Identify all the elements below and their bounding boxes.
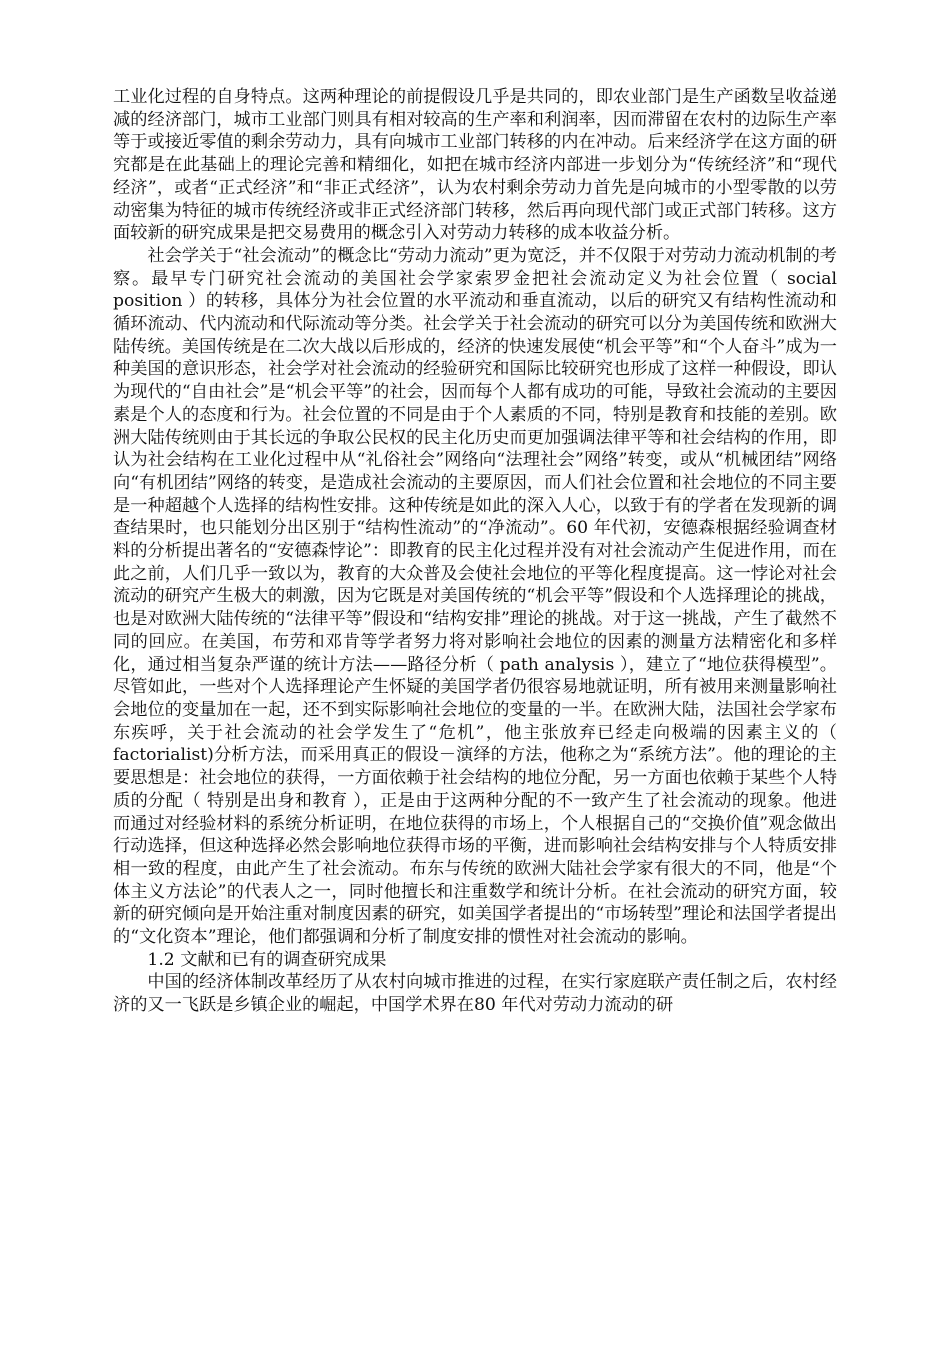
document-page: [113, 86, 837, 1017]
section-heading: 1.2 文献和已有的调查研究成果: [147, 949, 387, 970]
paragraph-continued: 工业化过程的自身特点。这两种理论的前提假设几乎是共同的，即农业部门是生产函数呈收益递减的经济部门，城市工业部门则具有相对较高的生产率和利润率，因而滞留在农村的边际生产率等于或接近零值的剩余劳动力，具有向城市工业部门转移的内在冲动。后来经济学在这方面的研究都是在此基础上的理论完善和精细化，如把在城市经济内部进一步划分为“传统经济”和“现代经济”，或者“正式经济”和“非正式经济”，认为农村剩余劳动力首先是向城市的小型零散的以劳动密集为特征的城市传统经济或非正式经济部门转移，然后再向现代部门或正式部门转移。这方面较新的研究成果是把交易费用的概念引入对劳动力转移的成本收益分析。: [113, 87, 837, 244]
paragraph-after-heading: 中国的经济体制改革经历了从农村向城市推进的过程，在实行家庭联产责任制之后，农村经济的又一飞跃是乡镇企业的崛起，中国学术界在80 年代对劳动力流动的研: [113, 972, 837, 1016]
paragraph-social-mobility: 社会学关于“社会流动”的概念比“劳动力流动”更为宽泛，并不仅限于对劳动力流动机制的考察。最早专门研究社会流动的美国社会学家索罗金把社会流动定义为社会位置（ social position ）的转移，具体分为社会位置的水平流动和垂直流动，以后的研究又有结构性流动和循环流动、代内流动和代际流动等分类。社会学关于社会流动的研究可以分为美国传统和欧洲大陆传统。美国传统是在二次大战以后形成的，经济的快速发展使“机会平等”和“个人奋斗”成为一种美国的意识形态，社会学对社会流动的经验研究和国际比较研究也形成了这样一种假设，即认为现代的“自由社会”是“机会平等”的社会，因而每个人都有成功的可能，导致社会流动的主要因素是个人的态度和行为。社会位置的不同是由于个人素质的不同，特别是教育和技能的差别。欧洲大陆传统则由于其长远的争取公民权的民主化历史而更加强调法律平等和社会结构的作用，即认为社会结构在工业化过程中从“礼俗社会”网络向“法理社会”网络”转变，或从“机械团结”网络向“有机团结”网络的转变，是造成社会流动的主要原因，而人们社会位置和社会地位的不同主要是一种超越个人选择的结构性安排。这种传统是如此的深入人心，以致于有的学者在发现新的调查结果时，也只能划分出区别于“结构性流动”的“净流动”。60 年代初，安德森根据经验调查材料的分析提出著名的“安德森悖论”：即教育的民主化过程并没有对社会流动产生促进作用，而在此之前，人们几乎一致以为，教育的大众普及会使社会地位的平等化程度提高。这一悖论对社会流动的研究产生极大的刺激，因为它既是对美国传统的“机会平等”假设和个人选择理论的挑战，也是对欧洲大陆传统的“法律平等”假设和“结构安排”理论的挑战。对于这一挑战，产生了截然不同的回应。在美国，布劳和邓肯等学者努力将对影响社会地位的因素的测量方法精密化和多样化，通过相当复杂严谨的统计方法——路径分析（ path analysis ），建立了“地位获得模型”。尽管如此，一些对个人选择理论产生怀疑的美国学者仍很容易地就证明，所有被用来测量影响社会地位的变量加在一起，还不到实际影响社会地位的变量的一半。在欧洲大陆，法国社会学家布东疾呼，关于社会流动的社会学发生了“危机”，他主张放弃已经走向极端的因素主义的（ factorialist)分析方法，而采用真正的假设－演绎的方法，他称之为“系统方法”。他的理论的主要思想是：社会地位的获得，一方面依赖于社会结构的地位分配，另一方面也依赖于某些个人特质的分配（ 特别是出身和教育 ），正是由于这两种分配的不一致产生了社会流动的现象。他进而通过对经验材料的系统分析证明，在地位获得的市场上，个人根据自己的“交换价值”观念做出行动选择，但这种选择必然会影响地位获得市场的平衡，进而影响社会结构安排与个人特质安排相一致的程度，由此产生了社会流动。布东与传统的欧洲大陆社会学家有很大的不同，他是“个体主义方法论”的代表人之一，同时他擅长和注重数学和统计分析。在社会流动的研究方面，较新的研究倾向是开始注重对制度因素的研究，如美国学者提出的“市场转型”理论和法国学者提出的“文化资本”理论，他们都强调和分析了制度安排的惯性对社会流动的影响。: [113, 245, 837, 948]
